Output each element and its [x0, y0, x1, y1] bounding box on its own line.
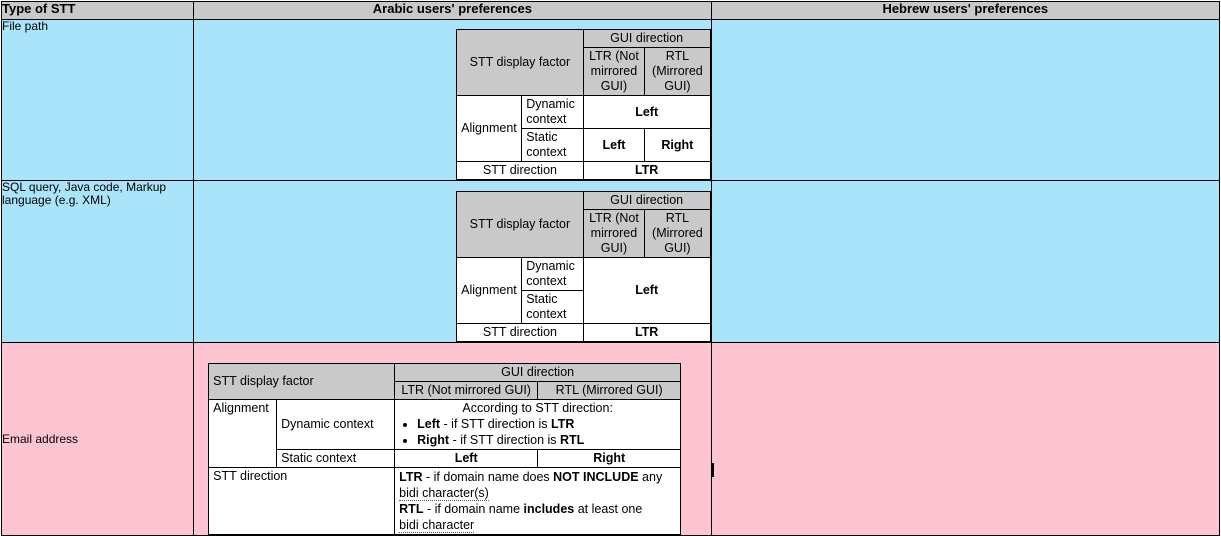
- bullet-1-rest: - if STT direction is: [440, 417, 551, 431]
- divider-mark: [712, 463, 714, 477]
- value-static-ltr: Left: [395, 450, 538, 468]
- table-row: [2, 343, 1220, 536]
- stt-direction-line-1: [399, 469, 676, 485]
- label-gui-ltr: LTR (Not mirrored GUI): [583, 210, 644, 258]
- label-gui-ltr: LTR (Not mirrored GUI): [583, 48, 644, 96]
- dir-rtl-lead: RTL: [399, 502, 424, 516]
- list-item: [417, 432, 676, 448]
- label-alignment: Alignment: [457, 96, 522, 162]
- list-item: [417, 416, 676, 432]
- label-static-context: Static context: [522, 291, 584, 324]
- bullet-1-tail: LTR: [551, 417, 575, 431]
- stt-direction-line-3: [399, 501, 676, 517]
- inner-table-file-path: [456, 29, 710, 180]
- value-static-rtl: Right: [538, 450, 681, 468]
- value-dynamic-alignment: Left: [583, 96, 710, 129]
- label-dynamic-context: Dynamic context: [522, 258, 584, 291]
- label-stt-direction: STT direction: [209, 468, 395, 535]
- value-stt-direction: LTR: [583, 324, 710, 342]
- stt-direction-line-2: [399, 485, 676, 501]
- row-type-email-address: Email address: [2, 343, 194, 536]
- dynamic-intro-text: According to STT direction:: [462, 401, 613, 415]
- dir-ltr-strong: NOT INCLUDE: [553, 470, 639, 484]
- dynamic-bullet-list: [399, 416, 676, 448]
- value-dynamic-alignment-rules: [395, 400, 681, 450]
- row-hebrew-email-address: [711, 343, 1219, 536]
- label-gui-rtl: RTL (Mirrored GUI): [645, 210, 710, 258]
- label-gui-direction: GUI direction: [583, 30, 710, 48]
- label-stt-display-factor: STT display factor: [209, 364, 395, 400]
- label-stt-display-factor: STT display factor: [457, 30, 584, 96]
- row-type-file-path: File path: [2, 20, 194, 181]
- header-arabic-preferences: Arabic users' preferences: [194, 2, 711, 20]
- row-arabic-file-path: [194, 20, 711, 181]
- inner-table-sql-query: [456, 191, 710, 342]
- table-row: [2, 20, 1220, 181]
- bullet-2-rest: - if STT direction is: [449, 433, 561, 447]
- dir-ltr-cont: bidi character(s): [399, 486, 489, 500]
- label-gui-rtl: RTL (Mirrored GUI): [645, 48, 710, 96]
- label-stt-display-factor: STT display factor: [457, 192, 584, 258]
- value-static-ltr: Left: [583, 129, 644, 162]
- bullet-2-bold: Right: [417, 433, 450, 447]
- dir-rtl-tail: at least one: [574, 502, 643, 516]
- label-gui-ltr: LTR (Not mirrored GUI): [395, 382, 538, 400]
- label-dynamic-context: Dynamic context: [522, 96, 584, 129]
- value-stt-direction-rules: [395, 468, 681, 535]
- header-type-of-stt: Type of STT: [2, 2, 194, 20]
- label-gui-direction: GUI direction: [395, 364, 681, 382]
- row-type-sql-query: SQL query, Java code, Markup language (e.g. XML): [2, 181, 194, 343]
- inner-table-email-address: [208, 363, 681, 535]
- row-hebrew-file-path: [711, 20, 1219, 181]
- label-stt-direction: STT direction: [457, 324, 584, 342]
- row-arabic-sql-query: [194, 181, 711, 343]
- dir-ltr-lead: LTR: [399, 470, 423, 484]
- stt-preferences-page: [0, 1, 1221, 532]
- dir-ltr-tail: any: [638, 470, 663, 484]
- label-alignment: Alignment: [457, 258, 522, 324]
- dir-rtl-cont: bidi character: [399, 518, 475, 532]
- bullet-1-bold: Left: [417, 417, 441, 431]
- label-dynamic-context: Dynamic context: [277, 400, 395, 450]
- table-row: [2, 181, 1220, 343]
- row-hebrew-sql-query: [711, 181, 1219, 343]
- label-gui-rtl: RTL (Mirrored GUI): [538, 382, 681, 400]
- value-dynamic-alignment: Left: [583, 258, 710, 324]
- bullet-2-tail: RTL: [560, 433, 585, 447]
- label-alignment: Alignment: [209, 400, 277, 468]
- stt-direction-line-4: [399, 517, 676, 533]
- label-stt-direction: STT direction: [457, 162, 584, 180]
- dir-rtl-mid: - if domain name: [423, 502, 524, 516]
- dir-ltr-mid: - if domain name does: [422, 470, 554, 484]
- label-static-context: Static context: [522, 129, 584, 162]
- stt-preferences-table: [1, 1, 1220, 536]
- dir-rtl-strong: includes: [523, 502, 575, 516]
- header-hebrew-preferences: Hebrew users' preferences: [711, 2, 1219, 20]
- label-gui-direction: GUI direction: [583, 192, 710, 210]
- value-static-rtl: Right: [645, 129, 710, 162]
- table-header-row: [2, 2, 1220, 20]
- label-static-context: Static context: [277, 450, 395, 468]
- row-arabic-email-address: [194, 343, 711, 536]
- value-stt-direction: LTR: [583, 162, 710, 180]
